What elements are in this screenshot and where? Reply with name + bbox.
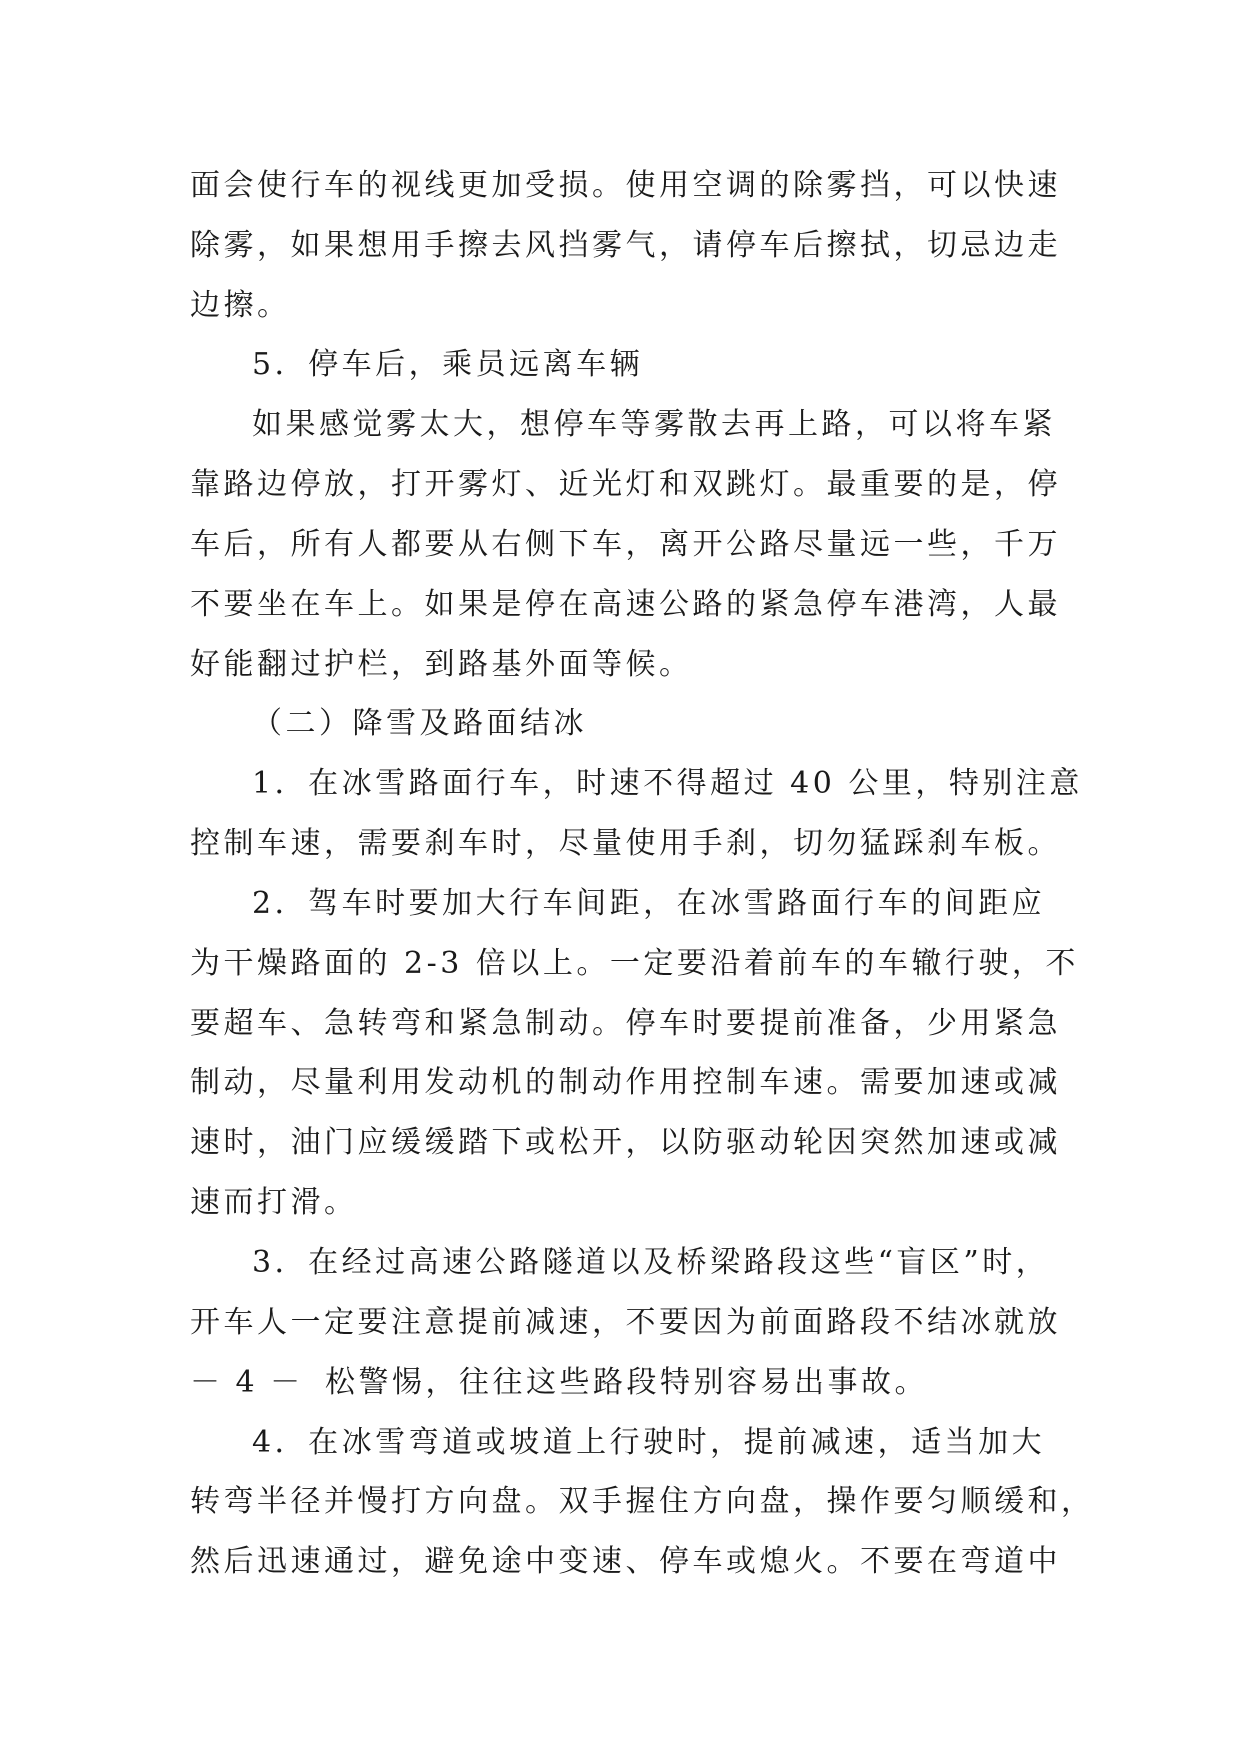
body-text-line: 1．在冰雪路面行车，时速不得超过 40 公里，特别注意 (252, 766, 1083, 801)
body-text-line: 制动，尽量利用发动机的制动作用控制车速。需要加速或减 (190, 1065, 1061, 1100)
body-text-line: 2．驾车时要加大行车间距，在冰雪路面行车的间距应 (252, 886, 1046, 921)
body-text-line: 靠路边停放，打开雾灯、近光灯和双跳灯。最重要的是，停 (190, 467, 1061, 502)
body-text-line: 转弯半径并慢打方向盘。双手握住方向盘，操作要匀顺缓和， (190, 1484, 1095, 1519)
page-number-text: － 4 － (190, 1365, 304, 1400)
body-text-line: 除雾，如果想用手擦去风挡雾气，请停车后擦拭，切忌边走 (190, 228, 1061, 263)
body-text-line: 好能翻过护栏，到路基外面等候。 (190, 647, 693, 682)
body-text-line: 3．在经过高速公路隧道以及桥梁路段这些“盲区”时， (252, 1245, 1050, 1280)
body-text-line: 松警惕，往往这些路段特别容易出事故。 (325, 1365, 928, 1400)
body-text-line: 不要坐在车上。如果是停在高速公路的紧急停车港湾，人最 (190, 587, 1061, 622)
body-text-line: 速而打滑。 (190, 1185, 358, 1220)
section-heading: 5．停车后，乘员远离车辆 (252, 347, 644, 382)
body-text-line: 控制车速，需要刹车时，尽量使用手刹，切勿猛踩刹车板。 (190, 826, 1061, 861)
body-text-line: 边擦。 (190, 288, 291, 323)
body-text-line: 4．在冰雪弯道或坡道上行驶时，提前减速，适当加大 (252, 1425, 1046, 1460)
body-text-line: 开车人一定要注意提前减速，不要因为前面路段不结冰就放 (190, 1305, 1061, 1340)
body-text-line: 如果感觉雾太大，想停车等雾散去再上路，可以将车紧 (252, 407, 1056, 442)
body-text-line: 速时，油门应缓缓踏下或松开，以防驱动轮因突然加速或减 (190, 1125, 1061, 1160)
body-text-line: 要超车、急转弯和紧急制动。停车时要提前准备，少用紧急 (190, 1006, 1061, 1041)
body-text-line: 为干燥路面的 2-3 倍以上。一定要沿着前车的车辙行驶，不 (190, 946, 1079, 981)
body-text-line: 面会使行车的视线更加受损。使用空调的除雾挡，可以快速 (190, 168, 1061, 203)
body-text-line: 车后，所有人都要从右侧下车，离开公路尽量远一些，千万 (190, 527, 1061, 562)
body-text-line: 然后迅速通过，避免途中变速、停车或熄火。不要在弯道中 (190, 1544, 1061, 1579)
page-number (190, 1363, 303, 1403)
section-heading: （二）降雪及路面结冰 (252, 706, 587, 741)
